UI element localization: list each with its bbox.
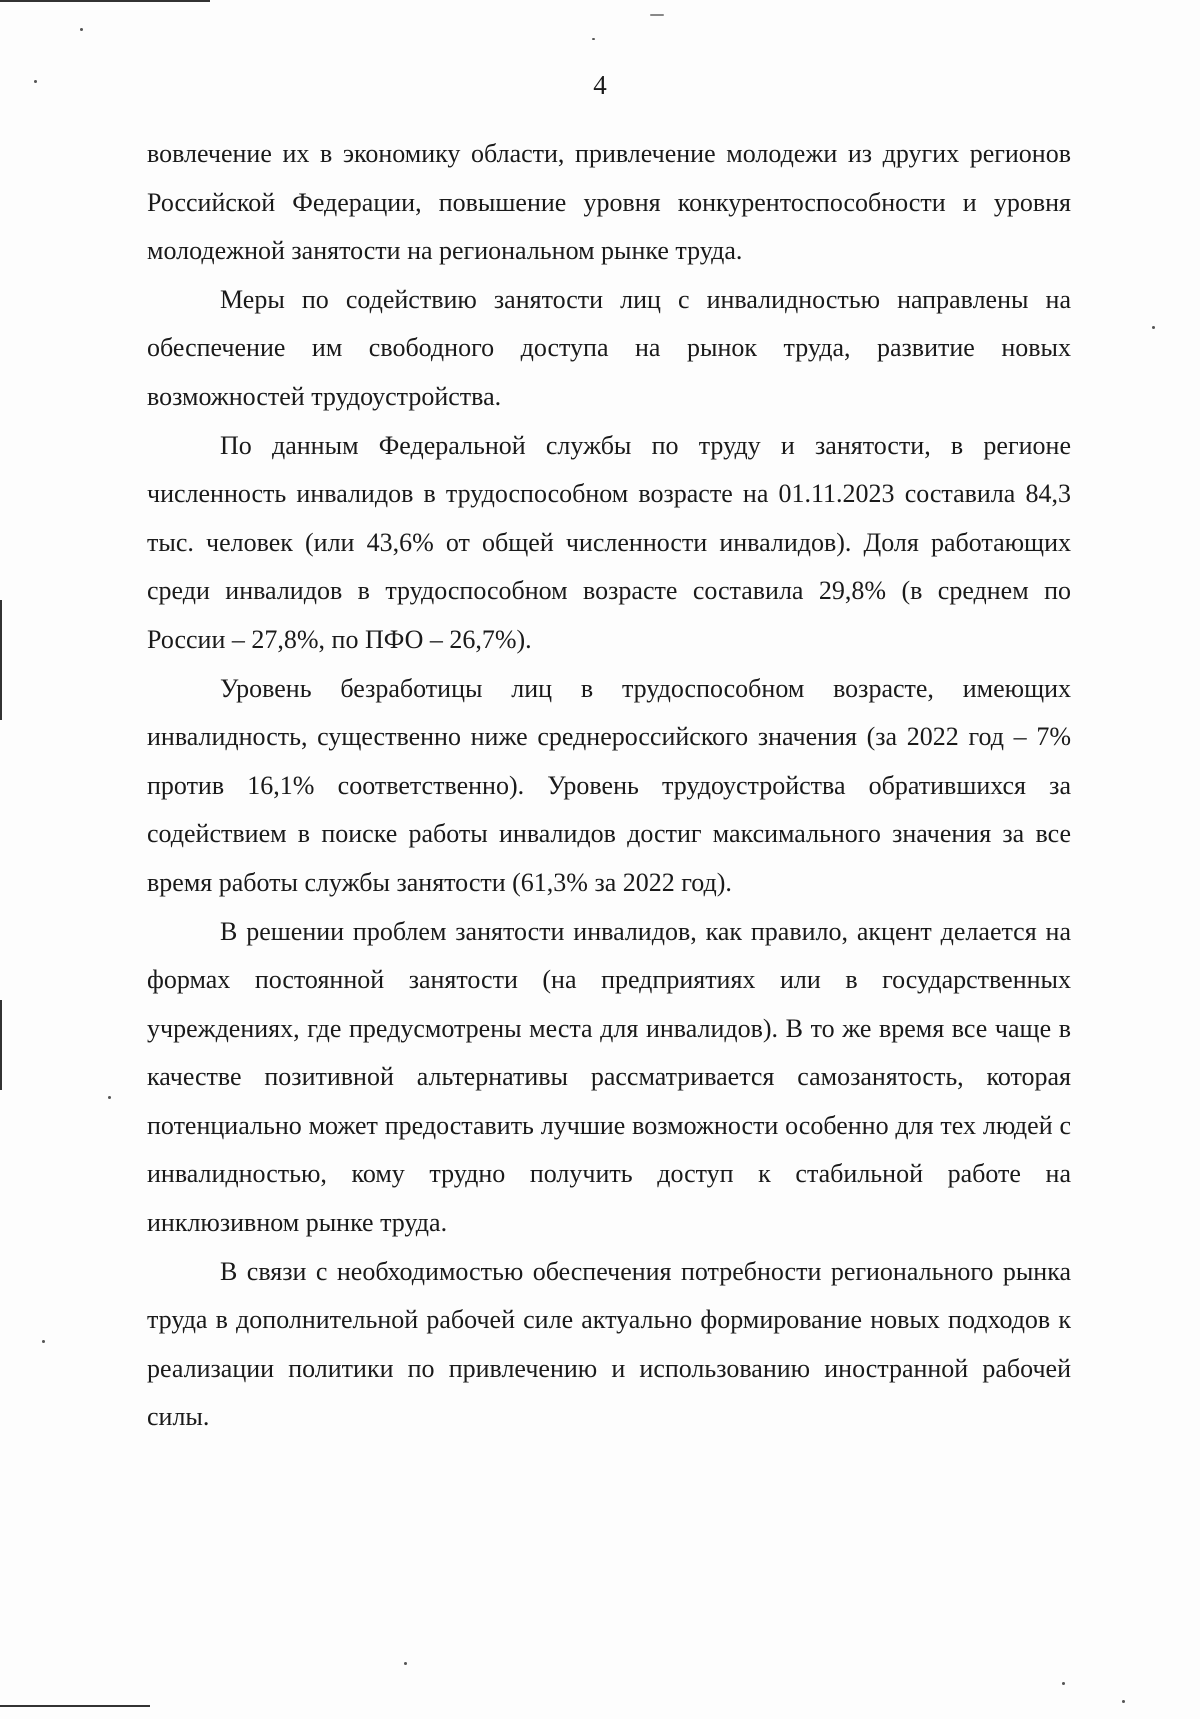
paragraph-3: По данным Федеральной службы по труду и занятости, в регионе численность инвалидов в трудоспособном возрасте на 01.11.2023 составила 84,3 тыс. человек (или 43,6% от общей численности инвалидов). Доля работающих среди инвалидов в трудоспособном возрасте составила 29,8% (в среднем по России – 27,8%, по ПФО – 26,7%). <box>147 430 1071 654</box>
scan-speck <box>80 28 83 31</box>
page-number: 4 <box>593 70 607 100</box>
scan-speck <box>1062 1682 1065 1685</box>
scan-edge-mark <box>0 0 210 2</box>
scan-edge-mark <box>0 600 2 720</box>
scan-speck <box>650 14 664 16</box>
scan-speck <box>42 1340 45 1343</box>
scan-speck <box>108 1096 111 1099</box>
paragraph-4: Уровень безработицы лиц в трудоспособном возрасте, имеющих инвалидность, существенно ниже среднероссийского значения (за 2022 год – 7% против 16,1% соответственно). Уровень трудоустройства обратившихся за содействием в поиске работы инвалидов достиг максимального значения за все время работы службы занятости (61,3% за 2022 год). <box>147 673 1071 897</box>
paragraph-1: вовлечение их в экономику области, привлечение молодежи из других регионов Российской Федерации, повышение уровня конкурентоспособности и уровня молодежной занятости на региональном рынке труда. <box>147 139 1071 266</box>
paragraph-6: В связи с необходимостью обеспечения потребности регионального рынка труда в дополнительной рабочей силе актуально формирование новых подходов к реализации политики по привлечению и использованию иностранной рабочей силы. <box>147 1256 1071 1432</box>
scan-speck <box>404 1662 407 1665</box>
scan-speck <box>1152 326 1155 329</box>
scan-edge-mark <box>0 1000 2 1090</box>
document-body <box>147 130 1071 1442</box>
scan-speck <box>592 38 595 40</box>
paragraph-2: Меры по содействию занятости лиц с инвалидностью направлены на обеспечение им свободного доступа на рынок труда, развитие новых возможностей трудоустройства. <box>147 284 1071 411</box>
paragraph-5: В решении проблем занятости инвалидов, как правило, акцент делается на формах постоянной занятости (на предприятиях или в государственных учреждениях, где предусмотрены места для инвалидов). В то же время все чаще в качестве позитивной альтернативы рассматривается самозанятость, которая потенциально может предоставить лучшие возможности особенно для тех людей с инвалидностью, кому трудно получить доступ к стабильной работе на инклюзивном рынке труда. <box>147 916 1071 1238</box>
scan-speck <box>1122 1700 1125 1703</box>
scan-edge-mark <box>0 1705 150 1707</box>
